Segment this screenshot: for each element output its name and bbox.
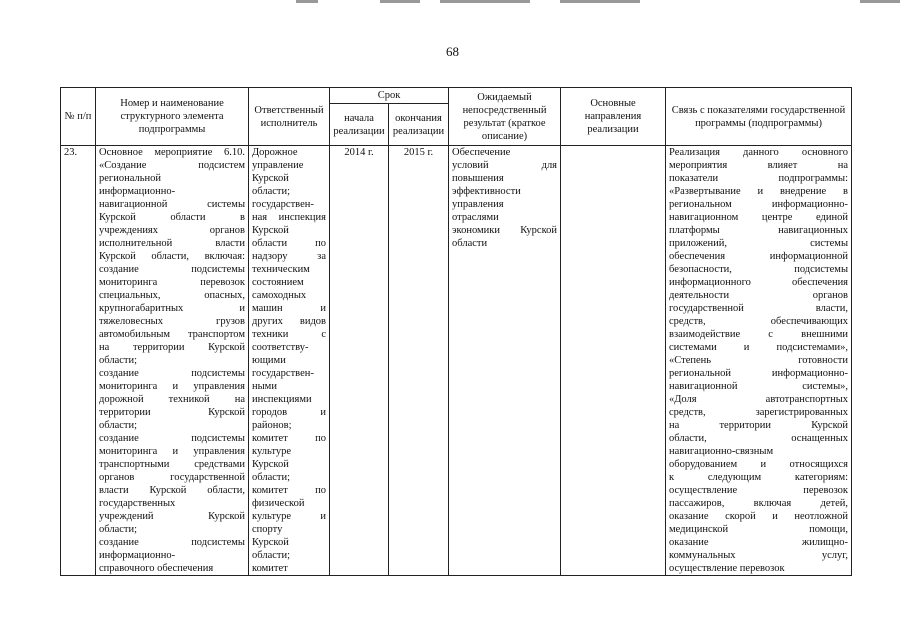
row-result: [449, 146, 561, 576]
cell-line: эффективности: [452, 186, 521, 197]
cell-line: мероприятия влияет на: [669, 160, 849, 171]
cell-line: пассажиров, включая детей,: [669, 498, 849, 509]
cell-line: территории Курской: [99, 407, 245, 418]
header-link: Связь с показателями государственной программы (подпрограммы): [666, 88, 852, 146]
row-link: [666, 146, 852, 576]
cell-line: осуществление перевозок: [669, 485, 849, 496]
cell-line: ная инспекция: [252, 212, 326, 223]
cell-line: крупногабаритных и: [99, 303, 245, 314]
cell-line: инспекциями: [252, 394, 312, 405]
cell-line: региональной информационно-: [669, 368, 849, 379]
cell-line: ными: [252, 381, 277, 392]
scan-artifact: [860, 0, 900, 3]
cell-line: платформы навигационных: [669, 225, 849, 236]
cell-line: «Степень готовности: [669, 355, 849, 366]
cell-line: информационного обеспечения: [669, 277, 849, 288]
subprogram-table: [60, 87, 852, 576]
cell-line: исполнительной власти: [99, 238, 245, 249]
cell-line: «Доля автотранспортных: [669, 394, 849, 405]
scan-artifact: [380, 0, 420, 3]
cell-line: спорту: [252, 524, 283, 535]
header-name: Номер и наименование структурного элемента подпрограммы: [96, 88, 249, 146]
cell-line: Курской: [252, 537, 289, 548]
page-number: 68: [446, 44, 459, 59]
cell-line: районов;: [252, 420, 292, 431]
cell-line: области;: [99, 524, 138, 535]
cell-line: создание подсистемы: [99, 368, 245, 379]
cell-line: информационно-: [99, 186, 176, 197]
cell-line: тяжеловесных грузов: [99, 316, 245, 327]
cell-line: культуре и: [252, 511, 326, 522]
cell-line: комитет по: [252, 485, 326, 496]
cell-line: средств, зарегистрированных: [669, 407, 849, 418]
cell-line: специальных, опасных,: [99, 290, 245, 301]
cell-line: машин и: [252, 303, 326, 314]
cell-line: учреждениях органов: [99, 225, 245, 236]
cell-line: государствен-: [252, 368, 314, 379]
cell-line: средств, обеспечивающих: [669, 316, 849, 327]
cell-line: оказание скорой и неотложной: [669, 511, 849, 522]
cell-line: органов государственной: [99, 472, 245, 483]
cell-line: состоянием: [252, 277, 304, 288]
cell-line: «Развертывание и внедрение в: [669, 186, 849, 197]
cell-line: области;: [252, 550, 291, 561]
cell-line: обеспечения информационной: [669, 251, 849, 262]
cell-line: области;: [99, 420, 138, 431]
cell-line: учреждений Курской: [99, 511, 245, 522]
cell-line: приложений, системы: [669, 238, 849, 249]
cell-line: Курской области, включая:: [99, 251, 245, 262]
cell-line: навигационном центре единой: [669, 212, 849, 223]
header-result: Ожидаемый непосредственный результат (краткое описание): [449, 88, 561, 146]
header-term-start: начала реализации: [330, 104, 389, 146]
cell-line: коммунальных услуг,: [669, 550, 849, 561]
header-num: № п/п: [61, 88, 96, 146]
cell-line: транспортными средствами: [99, 459, 245, 470]
cell-line: мониторинга перевозок: [99, 277, 245, 288]
scan-artifact: [560, 0, 640, 3]
row-name-text: [99, 146, 245, 575]
cell-line: соответству-: [252, 342, 309, 353]
cell-line: управления: [452, 199, 504, 210]
scan-artifact: [440, 0, 530, 3]
row-result-text: [452, 146, 557, 250]
cell-line: региональном информационно-: [669, 199, 849, 210]
cell-line: безопасности, подсистемы: [669, 264, 849, 275]
cell-line: Курской: [252, 459, 289, 470]
cell-line: Основное мероприятие 6.10.: [99, 147, 245, 158]
cell-line: создание подсистемы: [99, 537, 245, 548]
cell-line: «Создание подсистем: [99, 160, 245, 171]
cell-line: области по: [252, 238, 326, 249]
table-row: [61, 146, 852, 576]
header-responsible: Ответственный исполнитель: [249, 88, 330, 146]
cell-line: комитет по: [252, 433, 326, 444]
cell-line: Дорожное: [252, 147, 298, 158]
cell-line: взаимодействие с внешними: [669, 329, 849, 340]
row-responsible-text: [252, 146, 326, 575]
cell-line: городов и: [252, 407, 326, 418]
row-directions: [561, 146, 666, 576]
cell-line: самоходных: [252, 290, 307, 301]
cell-line: области;: [99, 355, 138, 366]
cell-line: повышения: [452, 173, 504, 184]
cell-line: оборудованием и относящихся: [669, 459, 849, 470]
cell-line: оказание жилищно-: [669, 537, 849, 548]
cell-line: физической: [252, 498, 305, 509]
cell-line: Реализация данного основного: [669, 147, 849, 158]
cell-line: отраслями: [452, 212, 499, 223]
row-num: 23.: [61, 146, 96, 576]
cell-line: Курской: [252, 225, 289, 236]
cell-line: государственной власти,: [669, 303, 849, 314]
cell-line: Курской области в: [99, 212, 245, 223]
cell-line: автомобильным транспортом: [99, 329, 245, 340]
cell-line: власти Курской области,: [99, 485, 245, 496]
header-directions: Основные направления реализации: [561, 88, 666, 146]
cell-line: к следующим категориям:: [669, 472, 849, 483]
cell-line: техники с: [252, 329, 326, 340]
cell-line: создание подсистемы: [99, 433, 245, 444]
header-term-end: окончания реализации: [389, 104, 449, 146]
row-term-start: 2014 г.: [330, 146, 389, 576]
cell-line: дорожной техникой на: [99, 394, 245, 405]
scan-artifact: [296, 0, 318, 3]
cell-line: Курской: [252, 173, 289, 184]
cell-line: навигационной системы»,: [669, 381, 849, 392]
row-name: [96, 146, 249, 576]
cell-line: государственных: [99, 498, 176, 509]
cell-line: экономики Курской: [452, 225, 558, 236]
cell-line: создание подсистемы: [99, 264, 245, 275]
cell-line: техническим: [252, 264, 310, 275]
cell-line: навигационной системы: [99, 199, 245, 210]
cell-line: мониторинга и управления: [99, 446, 245, 457]
row-responsible: [249, 146, 330, 576]
cell-line: региональной: [99, 173, 161, 184]
cell-line: других видов: [252, 316, 326, 327]
row-term-end: 2015 г.: [389, 146, 449, 576]
cell-line: медицинской помощи,: [669, 524, 849, 535]
header-term: Срок: [330, 88, 449, 104]
cell-line: государствен-: [252, 199, 314, 210]
cell-line: культуре: [252, 446, 291, 457]
cell-line: мониторинга и управления: [99, 381, 245, 392]
cell-line: области, оснащенных: [669, 433, 849, 444]
cell-line: надзору за: [252, 251, 326, 262]
cell-line: на территории Курской: [99, 342, 245, 353]
cell-line: деятельности органов: [669, 290, 849, 301]
cell-line: справочного обеспечения: [99, 563, 214, 574]
cell-line: Обеспечение: [452, 147, 511, 158]
cell-line: области;: [252, 472, 291, 483]
cell-line: показатели подпрограммы:: [669, 173, 849, 184]
cell-line: области: [452, 238, 488, 249]
row-link-text: [669, 146, 848, 575]
cell-line: системами и подсистемами»,: [669, 342, 849, 353]
cell-line: области;: [252, 186, 291, 197]
cell-line: навигационно-связным: [669, 446, 774, 457]
cell-line: осуществление перевозок: [669, 563, 785, 574]
cell-line: на территории Курской: [669, 420, 849, 431]
cell-line: ющими: [252, 355, 286, 366]
cell-line: условий для: [452, 160, 558, 171]
cell-line: комитет: [252, 563, 288, 574]
cell-line: управление: [252, 160, 304, 171]
cell-line: информационно-: [99, 550, 176, 561]
